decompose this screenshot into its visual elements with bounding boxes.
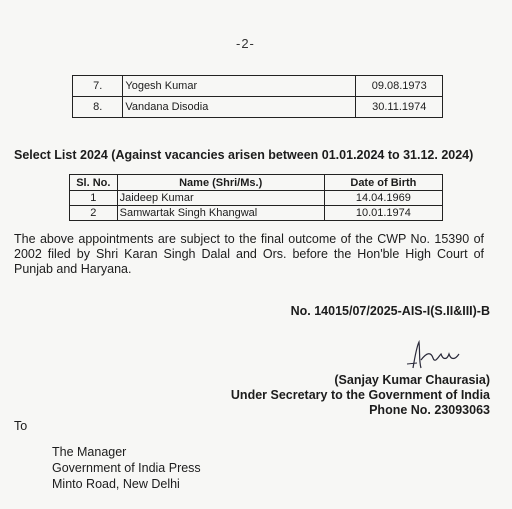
dob-cell: 30.11.1974 [356,97,443,118]
address-line: The Manager [52,445,127,459]
select-list-table [69,174,443,221]
subject-paragraph: The above appointments are subject to the final outcome of the CWP No. 15390 of 2002 filed by Shri Karan Singh Dalal and Ors. before the Hon'ble High Court of Punjab and Haryana. [14,232,484,276]
dob-cell: 09.08.1973 [356,76,443,97]
name-cell: Vandana Disodia [123,97,356,118]
dob-cell: 14.04.1969 [324,191,442,206]
dob-header: Date of Birth [324,175,442,191]
serial-cell: 8. [73,97,123,118]
serial-cell: 7. [73,76,123,97]
address-line: Government of India Press [52,461,201,475]
table-row [70,206,443,221]
officer-list-continued-table [72,75,443,118]
serial-header: Sl. No. [70,175,118,191]
name-cell: Yogesh Kumar [123,76,356,97]
signatory-block [231,373,490,418]
address-line: Minto Road, New Delhi [52,477,180,491]
table-row [73,97,443,118]
select-list-heading: Select List 2024 (Against vacancies arisen between 01.01.2024 to 31.12. 2024) [14,148,474,162]
table-row [73,76,443,97]
table-row [70,191,443,206]
serial-cell: 1 [70,191,118,206]
signatory-designation: Under Secretary to the Government of India [230,388,490,402]
to-label: To [14,419,28,433]
table-header-row [70,175,443,191]
signatory-name: (Sanjay Kumar Chaurasia) [334,373,490,387]
name-cell: Jaideep Kumar [117,191,324,206]
signatory-phone: Phone No. 23093063 [369,403,490,417]
signature-icon [405,338,465,372]
dob-cell: 10.01.1974 [324,206,442,221]
serial-cell: 2 [70,206,118,221]
recipient-address [52,444,201,492]
page-number: -2- [236,36,255,51]
name-cell: Samwartak Singh Khangwal [117,206,324,221]
name-header: Name (Shri/Ms.) [117,175,324,191]
reference-number: No. 14015/07/2025-AIS-I(S.II&III)-B [290,304,490,318]
